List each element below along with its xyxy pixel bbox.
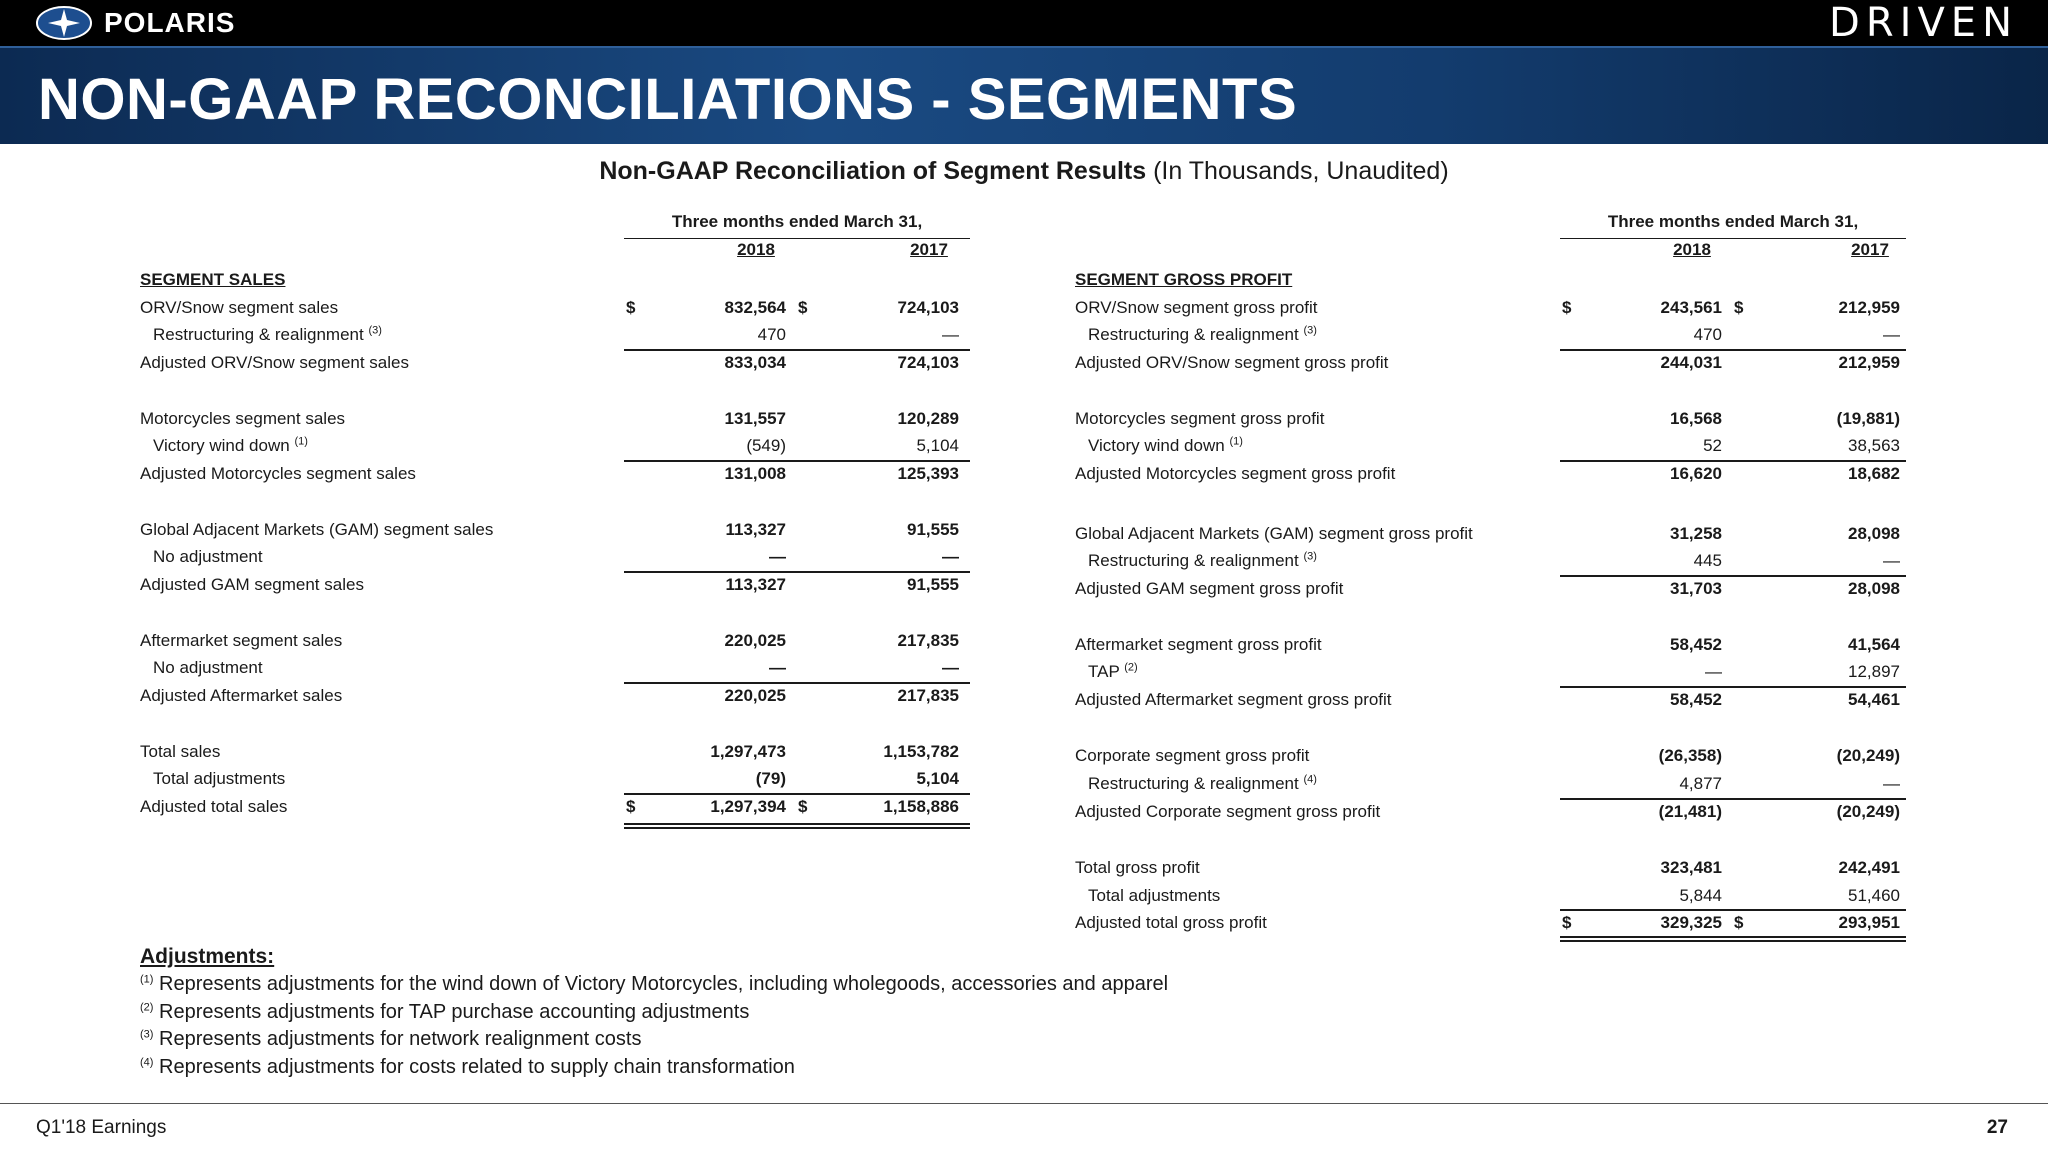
adjustment-note: $^{(4)}$ Represents adjustments for costs related to supply chain transformation [140,1055,795,1078]
table-row [0,633,2048,657]
cell-v2: 5,104 [916,769,959,788]
period-header: Three months ended March 31, [671,212,923,231]
row-label: Adjusted total sales [140,797,288,816]
row-label: Victory wind down $^{(1)}$ [153,435,308,455]
cell-v1: 52 [1703,436,1722,455]
subtotal-rule [1560,460,1906,462]
cell-v1: (549) [746,436,786,455]
table-row [0,772,2048,796]
table-row [0,577,2048,601]
table-row [0,462,2048,486]
column-header-2017: 2017 [1851,240,1889,259]
cell-v2: 54,461 [1848,690,1900,709]
cell-v1: 445 [1693,551,1722,570]
currency-symbol: $ [626,298,636,317]
cell-v2: 41,564 [1848,635,1900,654]
cell-v2: — [1883,551,1900,570]
row-label: Aftermarket segment sales [140,631,343,650]
adjustment-note: $^{(3)}$ Represents adjustments for network realignment costs [140,1028,642,1050]
total-rule [1560,940,1906,942]
currency-symbol: $ [798,298,808,317]
row-label: Adjusted ORV/Snow segment sales [140,353,409,372]
cell-v1: 31,258 [1670,524,1722,543]
row-label: Global Adjacent Markets (GAM) segment sales [140,520,494,539]
cell-v2: 5,104 [916,436,959,455]
row-label: ORV/Snow segment sales [140,298,339,317]
table-row [0,522,2048,546]
cell-v2: 28,098 [1848,579,1900,598]
table-row [0,407,2048,431]
row-label: No adjustment [153,658,263,677]
cell-v2: 12,897 [1848,662,1900,681]
row-label: Adjusted Aftermarket sales [140,686,343,705]
cell-v2: 1,153,782 [883,742,959,761]
header-rule [1560,238,1906,239]
row-label: Adjusted Motorcycles segment sales [140,464,416,483]
row-label: Total gross profit [1075,858,1200,877]
cell-v1: 131,557 [724,409,786,428]
cell-v2: 1,158,886 [883,797,959,816]
adjustment-note: $^{(2)}$ Represents adjustments for TAP purchase accounting adjustments [140,1000,750,1023]
row-label: Total adjustments [1088,886,1221,905]
table-row [0,323,2048,347]
cell-v2: (20,249) [1836,802,1900,821]
cell-v2: 120,289 [897,409,959,428]
cell-v1: 323,481 [1660,858,1722,877]
cell-v1: 220,025 [724,686,786,705]
adjustments-notes [140,945,1168,1081]
cell-v2: — [1883,774,1900,793]
row-label: Adjusted Corporate segment gross profit [1075,802,1381,821]
column-header-2018: 2018 [1673,240,1711,259]
currency-symbol: $ [798,797,808,816]
row-label: Adjusted ORV/Snow segment gross profit [1075,353,1389,372]
cell-v2: 212,959 [1838,353,1900,372]
page-number: 27 [1986,1117,2008,1138]
cell-v2: 724,103 [897,298,959,317]
row-label: Adjusted GAM segment sales [140,575,364,594]
row-label: Restructuring & realignment $^{(4)}$ [1088,773,1317,793]
table-row [0,688,2048,712]
currency-symbol: $ [626,797,636,816]
total-rule [1560,936,1906,938]
row-label: Restructuring & realignment $^{(3)}$ [1088,550,1317,570]
cell-v2: 242,491 [1838,858,1900,877]
table-row [0,296,2048,320]
cell-v1: 244,031 [1660,353,1722,372]
currency-symbol: $ [1562,913,1572,932]
cell-v2: 212,959 [1838,298,1900,317]
section-heading: SEGMENT GROSS PROFIT [1075,270,1293,289]
row-label: Motorcycles segment gross profit [1075,409,1325,428]
cell-v1: 31,703 [1670,579,1722,598]
table-row [0,434,2048,458]
subtotal-rule [1560,686,1906,688]
row-label: TAP $^{(2)}$ [1088,661,1138,681]
cell-v1: 832,564 [724,298,786,317]
row-label: Aftermarket segment gross profit [1075,635,1322,654]
cell-v2: (19,881) [1836,409,1900,428]
cell-v2: 28,098 [1848,524,1900,543]
cell-v1: 220,025 [724,631,786,650]
cell-v2: — [942,547,959,566]
table-row [0,856,2048,880]
cell-v1: 470 [1693,325,1722,344]
table-row [0,744,2048,768]
currency-symbol: $ [1734,298,1744,317]
cell-v1: 833,034 [724,353,786,372]
cell-v2: 293,951 [1838,913,1900,932]
currency-symbol: $ [1562,298,1572,317]
cell-v2: 217,835 [897,686,959,705]
cell-v2: 91,555 [907,520,959,539]
cell-v1: — [769,658,786,677]
column-header-2017: 2017 [910,240,948,259]
cell-v1: 4,877 [1679,774,1722,793]
cell-v2: — [942,325,959,344]
section-heading: SEGMENT SALES [140,270,286,289]
cell-v1: 131,008 [724,464,786,483]
cell-v2: 91,555 [907,575,959,594]
subtotal-rule [1560,349,1906,351]
row-label: ORV/Snow segment gross profit [1075,298,1318,317]
cell-v1: 470 [757,325,786,344]
cell-v1: — [769,547,786,566]
page-title: NON-GAAP RECONCILIATIONS - SEGMENTS [38,67,1298,132]
cell-v1: 5,844 [1679,886,1722,905]
row-label: Global Adjacent Markets (GAM) segment gross profit [1075,524,1473,543]
subtotal-rule [1560,798,1906,800]
cell-v2: — [1883,325,1900,344]
cell-v1: 1,297,473 [710,742,786,761]
row-label: Adjusted Motorcycles segment gross profit [1075,464,1396,483]
cell-v1: 16,620 [1670,464,1722,483]
cell-v1: 1,297,394 [710,797,786,816]
row-label: Motorcycles segment sales [140,409,346,428]
cell-v2: 51,460 [1848,886,1900,905]
table-row [0,660,2048,684]
table-row [0,911,2048,935]
row-label: Adjusted total gross profit [1075,913,1267,932]
cell-v1: 113,327 [725,520,786,539]
row-label: Total sales [140,742,221,761]
cell-v2: 217,835 [897,631,959,650]
cell-v2: — [942,658,959,677]
adjustment-note: $^{(1)}$ Represents adjustments for the wind down of Victory Motorcycles, including wholegoods, accessories and apparel [140,973,1169,995]
cell-v1: — [1705,662,1722,681]
cell-v1: 113,327 [725,575,786,594]
cell-v2: (20,249) [1836,746,1900,765]
brand-name: POLARIS [104,7,236,38]
period-header: Three months ended March 31, [1607,212,1859,231]
subtotal-rule [1560,575,1906,577]
cell-v2: 18,682 [1848,464,1900,483]
row-label: Adjusted Aftermarket segment gross profit [1075,690,1392,709]
cell-v1: 16,568 [1670,409,1722,428]
table-row [0,351,2048,375]
cell-v1: (26,358) [1658,746,1722,765]
adjustments-heading: Adjustments: [140,945,275,968]
cell-v1: 58,452 [1670,635,1722,654]
table-row [0,884,2048,908]
row-label: Restructuring & realignment $^{(3)}$ [1088,324,1317,344]
cell-v2: 724,103 [897,353,959,372]
row-label: Corporate segment gross profit [1075,746,1310,765]
cell-v1: 243,561 [1660,298,1722,317]
cell-v2: 38,563 [1848,436,1900,455]
subtitle-note: (In Thousands, Unaudited) [1153,157,1449,185]
subtitle-main: Non-GAAP Reconciliation of Segment Results [599,157,1147,185]
subtotal-rule [1560,909,1906,911]
cell-v2: 125,393 [897,464,959,483]
row-label: Restructuring & realignment $^{(3)}$ [153,324,382,344]
row-label: Adjusted GAM segment gross profit [1075,579,1344,598]
row-label: Victory wind down $^{(1)}$ [1088,435,1243,455]
currency-symbol: $ [1734,913,1744,932]
table-row [0,549,2048,573]
column-header-2018: 2018 [737,240,775,259]
brand-slogan: DRIVEN [1829,0,2018,46]
cell-v1: (21,481) [1658,802,1722,821]
cell-v1: (79) [755,769,786,788]
row-label: No adjustment [153,547,263,566]
cell-v1: 58,452 [1670,690,1722,709]
footer-divider [0,1103,2048,1104]
table-row [0,800,2048,824]
cell-v1: 329,325 [1660,913,1722,932]
row-label: Total adjustments [153,769,286,788]
footer-label: Q1'18 Earnings [36,1117,167,1138]
